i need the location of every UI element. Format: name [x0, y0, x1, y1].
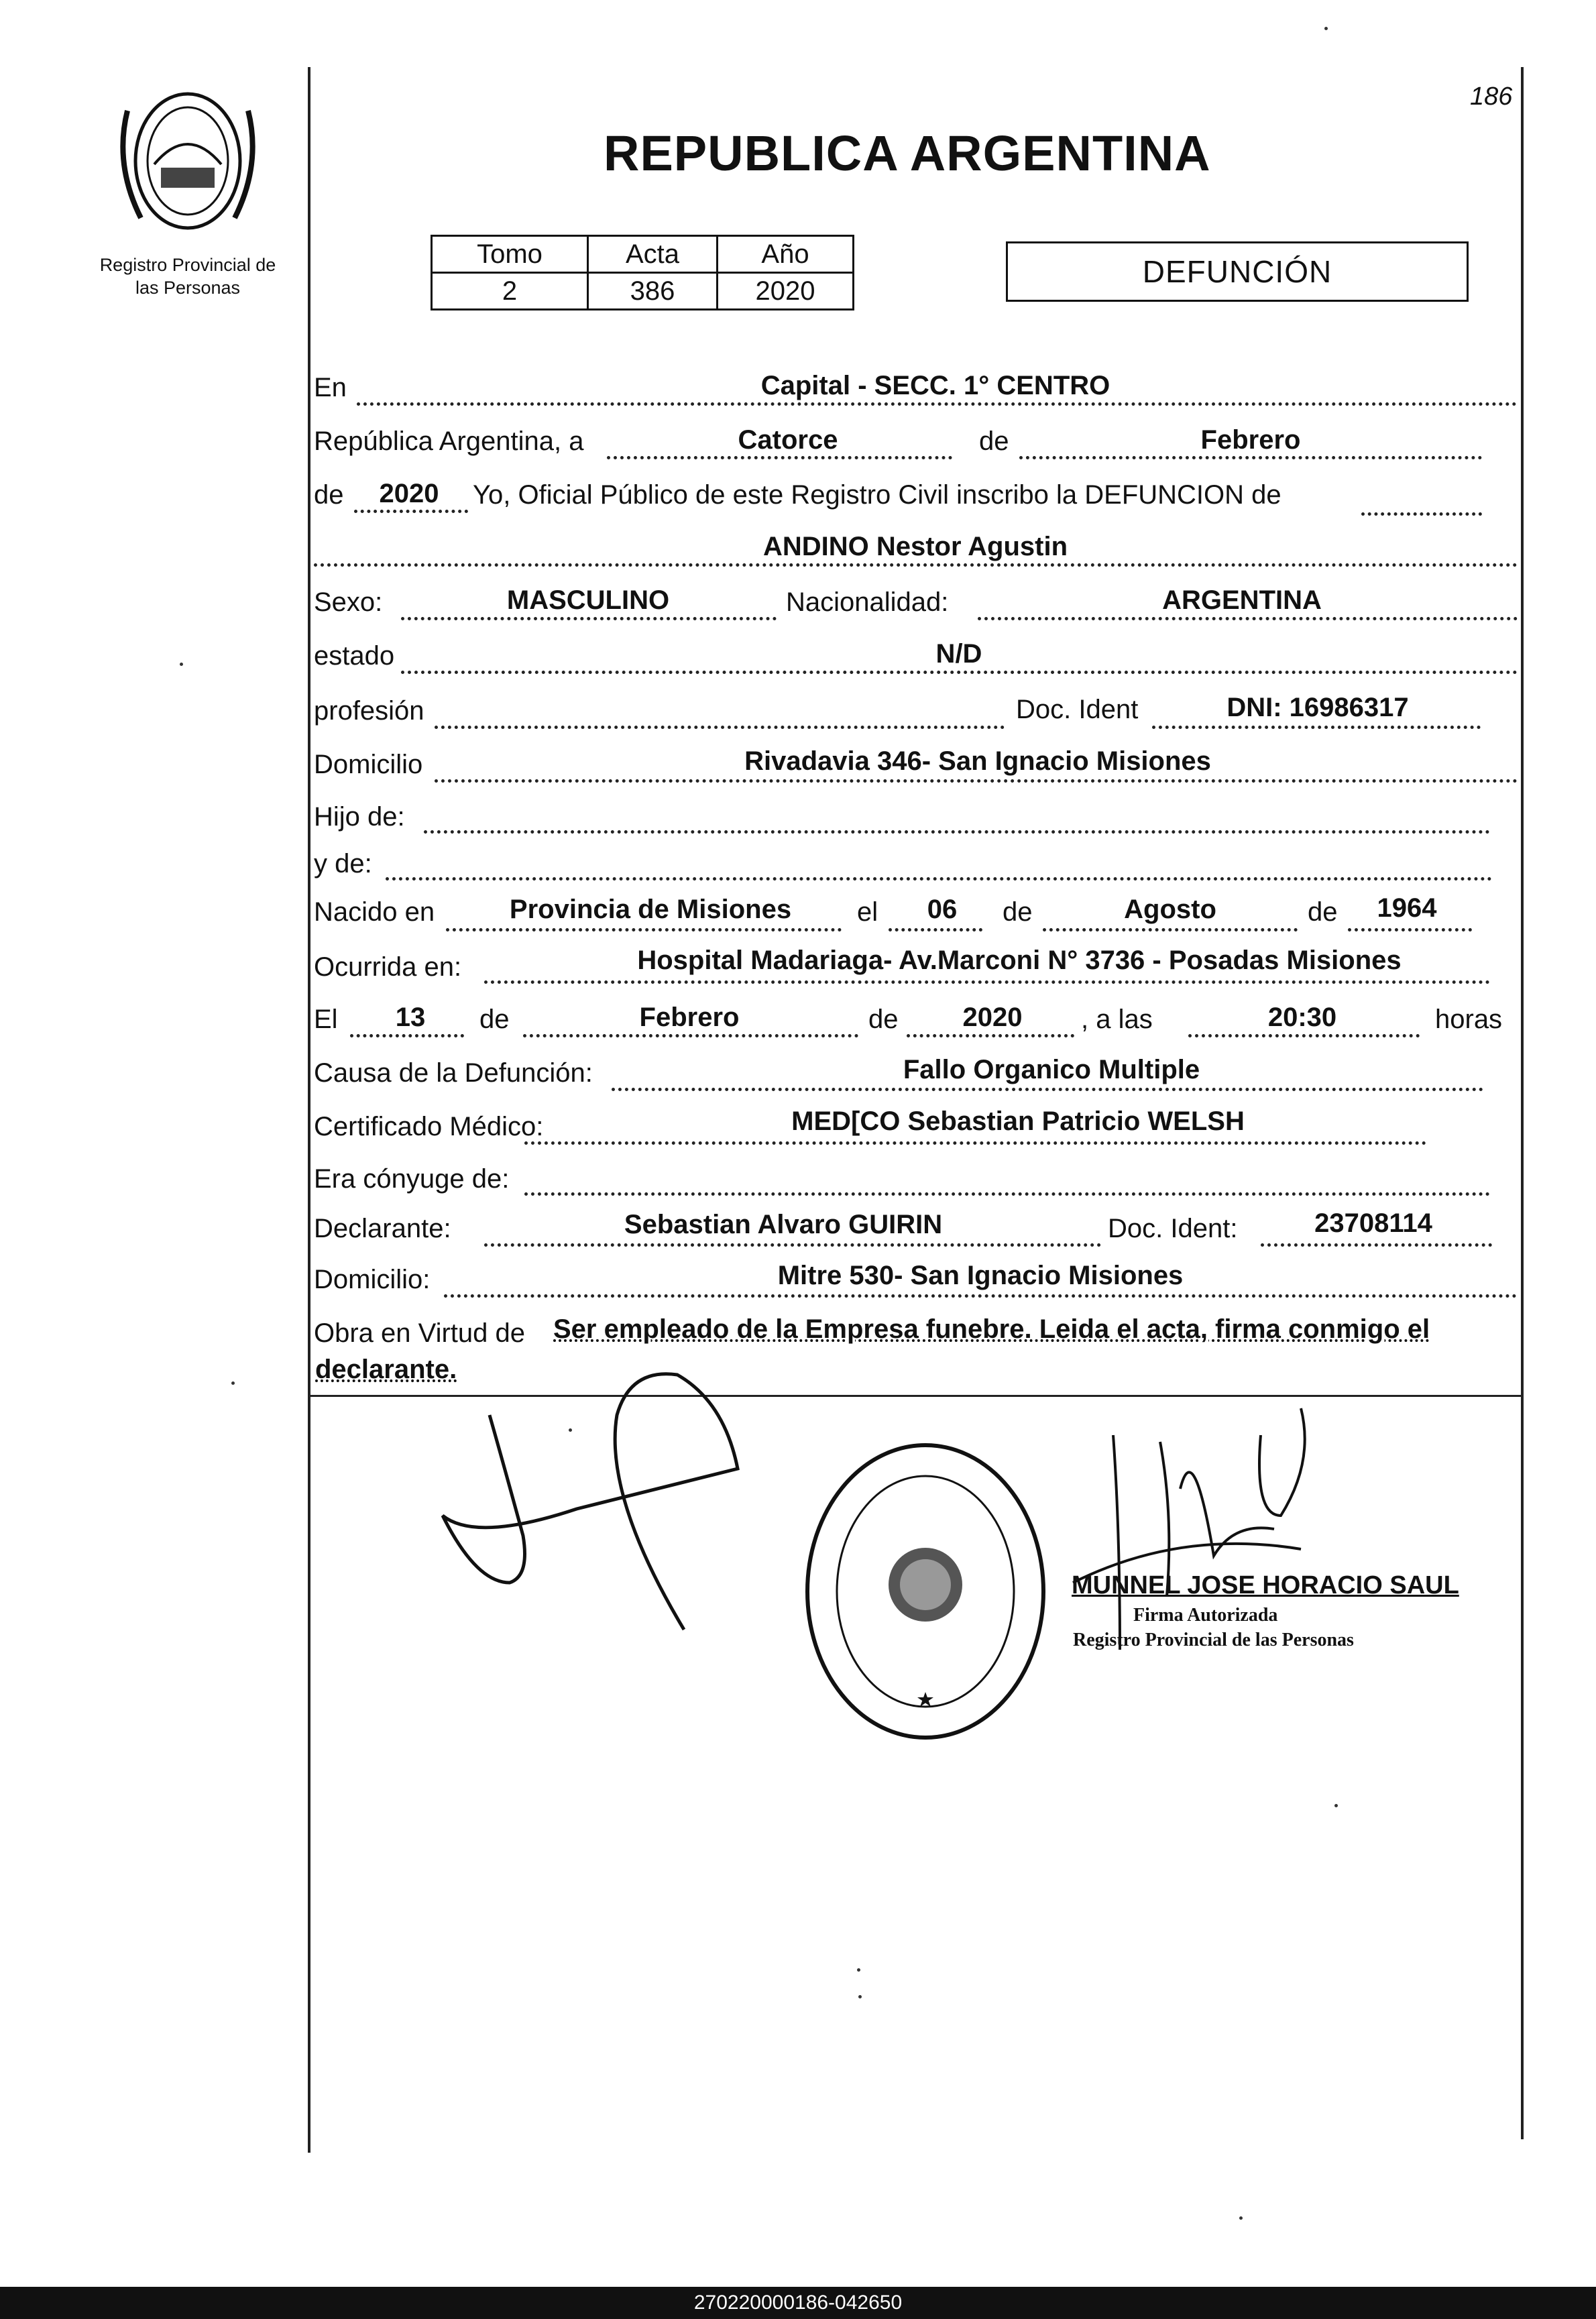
value-def-hora: 20:30 — [1267, 1003, 1337, 1032]
dots-def-hora — [1188, 1034, 1420, 1037]
label-declarante: Declarante: — [314, 1214, 451, 1243]
label-de-6: de — [868, 1005, 899, 1034]
official-signature — [1060, 1395, 1341, 1703]
scan-speck — [231, 1381, 235, 1385]
value-causa: Fallo Organico Multiple — [903, 1055, 1200, 1084]
dots-certificado — [524, 1141, 1426, 1145]
left-margin-line — [308, 67, 310, 2153]
dots-nac-mes — [1043, 928, 1298, 931]
value-nombre: ANDINO Nestor Agustin — [762, 532, 1068, 561]
label-ocurrida-en: Ocurrida en: — [314, 952, 462, 982]
label-doc-ident: Doc. Ident — [1016, 695, 1139, 724]
label-certificado: Certificado Médico: — [314, 1112, 544, 1141]
record-type-box: DEFUNCIÓN — [1006, 241, 1469, 302]
value-lugar: Capital - SECC. 1° CENTRO — [760, 371, 1110, 400]
label-profesion: profesión — [314, 696, 424, 726]
label-el-nacimiento: el — [857, 897, 878, 927]
scan-speck — [1324, 27, 1328, 30]
label-de-3: de — [1003, 897, 1033, 927]
value-certificado: MED[CO Sebastian Patricio WELSH — [791, 1107, 1245, 1136]
dots-nombre — [314, 563, 1518, 567]
value-def-anio: 2020 — [962, 1003, 1023, 1032]
dots-def-anio — [907, 1034, 1074, 1037]
label-a-las: , a las — [1081, 1005, 1153, 1034]
label-hijo-de: Hijo de: — [314, 802, 405, 832]
scan-speck — [1239, 2216, 1243, 2220]
dots-nac-dia — [889, 928, 982, 931]
dots-ocurrida-en — [484, 980, 1490, 984]
dots-declarante — [484, 1243, 1101, 1247]
dots-intro-end — [1361, 512, 1482, 516]
label-el: El — [314, 1005, 338, 1034]
dots-nacionalidad — [978, 617, 1518, 620]
label-republica: República Argentina, a — [314, 427, 584, 456]
scan-speck — [858, 1995, 862, 1998]
official-stamp-line2: Firma Autorizada — [1133, 1605, 1278, 1626]
dots-doc-ident — [1152, 726, 1481, 729]
label-nacionalidad: Nacionalidad: — [786, 587, 949, 617]
label-de-2: de — [314, 480, 344, 510]
acta-header: Acta — [588, 236, 718, 273]
scan-speck — [180, 663, 183, 666]
value-def-dia: 13 — [395, 1003, 426, 1032]
provincial-logo-icon — [114, 84, 262, 238]
tomo-header: Tomo — [432, 236, 588, 273]
dots-anio-inscripcion — [354, 510, 468, 513]
label-domicilio-declarante: Domicilio: — [314, 1265, 431, 1294]
dots-profesion — [435, 726, 1005, 729]
dots-conyuge — [524, 1192, 1490, 1196]
tomo-value: 2 — [432, 273, 588, 310]
label-y-de: y de: — [314, 849, 372, 879]
label-en: En — [314, 373, 347, 402]
dots-sexo — [401, 617, 777, 620]
dots-dia-inscripcion — [607, 456, 952, 459]
label-conyuge: Era cónyuge de: — [314, 1164, 510, 1194]
dots-hijo-de — [424, 830, 1490, 834]
label-nacido-en: Nacido en — [314, 897, 435, 927]
declarant-signature — [402, 1361, 751, 1643]
label-obra: Obra en Virtud de — [314, 1318, 526, 1348]
label-de-5: de — [479, 1005, 510, 1034]
logo-caption-line1: Registro Provincial de — [99, 255, 276, 275]
footer-code: 270220000186-042650 — [0, 2287, 1596, 2319]
dots-nac-anio — [1348, 928, 1472, 931]
anio-header: Año — [718, 236, 854, 273]
label-sexo: Sexo: — [314, 587, 383, 617]
dots-declarante-doc — [1261, 1243, 1492, 1247]
value-nac-mes: Agosto — [1124, 895, 1216, 924]
page-number: 186 — [1470, 82, 1513, 111]
dots-domicilio — [435, 779, 1518, 783]
right-margin-line — [1521, 67, 1524, 2139]
dots-nacido-en — [446, 928, 842, 931]
label-de-1: de — [979, 427, 1009, 456]
label-causa: Causa de la Defunción: — [314, 1058, 593, 1088]
label-de-4: de — [1308, 897, 1338, 927]
scan-speck — [1334, 1804, 1338, 1807]
value-doc-ident: DNI: 16986317 — [1227, 693, 1409, 722]
record-table — [431, 235, 854, 310]
official-stamp-line3: Registro Provincial de las Personas — [1073, 1630, 1354, 1650]
value-def-mes: Febrero — [639, 1003, 740, 1032]
anio-value: 2020 — [718, 273, 854, 310]
value-dia-inscripcion: Catorce — [738, 425, 838, 455]
document-title: REPUBLICA ARGENTINA — [604, 125, 1211, 181]
label-intro: Yo, Oficial Público de este Registro Civil inscribo la DEFUNCION de — [473, 480, 1281, 510]
dots-domicilio-declarante — [444, 1294, 1517, 1298]
label-estado: estado — [314, 641, 395, 671]
value-nacionalidad: ARGENTINA — [1162, 585, 1322, 615]
dots-y-de — [386, 877, 1492, 881]
value-sexo: MASCULINO — [506, 585, 670, 615]
dots-mes-inscripcion — [1019, 456, 1482, 459]
value-declarante-doc: 23708114 — [1314, 1208, 1432, 1238]
value-mes-inscripcion: Febrero — [1200, 425, 1301, 455]
dots-def-mes — [523, 1034, 858, 1037]
dots-en — [357, 402, 1517, 406]
value-nac-dia: 06 — [927, 895, 958, 924]
value-obra-line2: declarante. — [315, 1355, 457, 1384]
dots-causa — [612, 1088, 1483, 1091]
official-stamp-name: MUNNEL JOSE HORACIO SAUL — [1072, 1571, 1459, 1599]
acta-value: 386 — [588, 273, 718, 310]
value-anio-inscripcion: 2020 — [379, 479, 439, 508]
scan-speck — [857, 1968, 860, 1972]
value-nacido-en: Provincia de Misiones — [509, 895, 792, 924]
official-seal-icon — [801, 1440, 1049, 1742]
value-nac-anio: 1964 — [1377, 893, 1437, 923]
value-domicilio: Rivadavia 346- San Ignacio Misiones — [744, 746, 1211, 776]
scan-speck — [569, 1428, 572, 1432]
label-horas: horas — [1435, 1005, 1503, 1034]
logo-caption-line2: las Personas — [135, 278, 241, 298]
value-estado: N/D — [935, 639, 982, 669]
value-domicilio-declarante: Mitre 530- San Ignacio Misiones — [777, 1261, 1184, 1290]
value-obra-line1: Ser empleado de la Empresa funebre. Leida el acta, firma conmigo el — [553, 1314, 1430, 1344]
label-doc-ident-declarante: Doc. Ident: — [1108, 1214, 1238, 1243]
dots-estado — [401, 671, 1518, 674]
value-declarante: Sebastian Alvaro GUIRIN — [624, 1210, 943, 1239]
value-ocurrida-en: Hospital Madariaga- Av.Marconi N° 3736 - Posadas Misiones — [637, 946, 1402, 975]
dots-def-dia — [350, 1034, 464, 1037]
label-domicilio: Domicilio — [314, 750, 423, 779]
